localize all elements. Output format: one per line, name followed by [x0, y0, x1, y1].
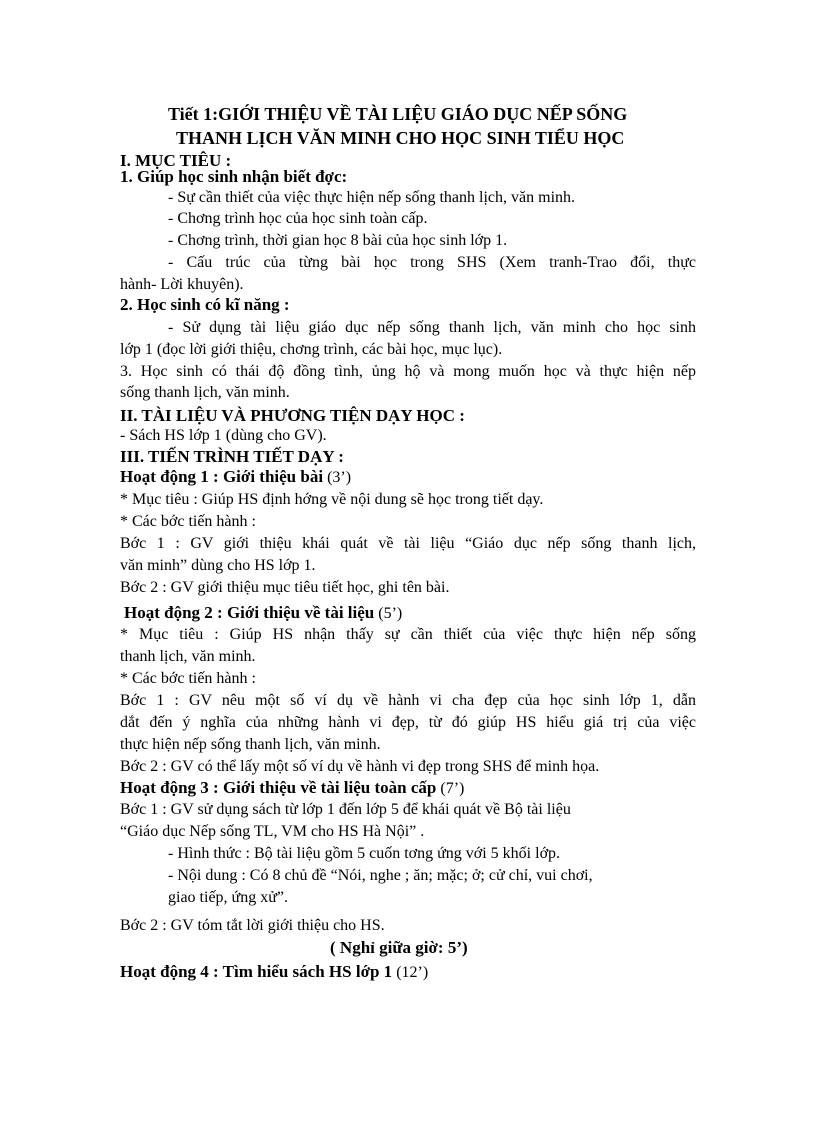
activity-line: giao tiếp, ứng xử”.: [168, 889, 288, 906]
activity-line: Bớc 1 : GV sử dụng sách từ lớp 1 đến lớp 5 để khái quát về Bộ tài liệu: [120, 801, 571, 818]
objective-line: hành- Lời khuyên).: [120, 276, 244, 293]
lesson-title-line-2: THANH LỊCH VĂN MINH CHO HỌC SINH TIỂU HỌC: [176, 128, 625, 148]
activity-1-label: Hoạt động 1 : Giới thiệu bài: [120, 467, 324, 486]
activity-line: Bớc 2 : GV tóm tắt lời giới thiệu cho HS.: [120, 917, 385, 934]
activity-line: - Nội dung : Có 8 chủ đề “Nói, nghe ; ăn; mặc; ở; cử chỉ, vui chơi,: [168, 867, 593, 884]
lesson-number: Tiết 1:: [168, 104, 219, 124]
activity-2-heading: [124, 602, 402, 624]
material-line: - Sách HS lớp 1 (dùng cho GV).: [120, 427, 327, 444]
lesson-title-text: GIỚI THIỆU VỀ TÀI LIỆU GIÁO DỤC NẾP SỐNG: [218, 104, 628, 124]
activity-3-label: Hoạt động 3 : Giới thiệu về tài liệu toàn cấp: [120, 778, 437, 797]
break-note: ( Nghỉ giữa giờ: 5’): [330, 938, 468, 957]
section-2-heading: II. TÀI LIỆU VÀ PHƯƠNG TIỆN DẠY HỌC :: [120, 406, 465, 425]
activity-line: dắt đến ý nghĩa của những hành vi đẹp, từ đó giúp HS hiểu giá trị của việc: [120, 714, 696, 731]
activity-line: Bớc 2 : GV có thể lấy một số ví dụ về hành vi đẹp trong SHS để minh họa.: [120, 758, 600, 775]
activity-line: * Mục tiêu : Giúp HS định hớng về nội dung sẽ học trong tiết dạy.: [120, 491, 544, 508]
lesson-title-line-1: [168, 104, 627, 125]
section-1-heading: I. MỤC TIÊU :: [120, 151, 232, 170]
skill-line: lớp 1 (đọc lời giới thiệu, chơng trình, các bài học, mục lục).: [120, 341, 503, 358]
activity-4-time: (12’): [392, 964, 429, 981]
activity-line: - Hình thức : Bộ tài liệu gồm 5 cuốn tơng ứng với 5 khối lớp.: [168, 845, 561, 862]
activity-line: * Các bớc tiến hành :: [120, 670, 256, 687]
objective-line: - Chơng trình học của học sinh toàn cấp.: [168, 210, 428, 227]
section-3-heading: III. TIẾN TRÌNH TIẾT DẠY :: [120, 447, 344, 466]
attitude-line: sống thanh lịch, văn minh.: [120, 384, 290, 401]
activity-line: “Giáo dục Nếp sống TL, VM cho HS Hà Nội” .: [120, 823, 425, 840]
skill-line: - Sử dụng tài liệu giáo dục nếp sống thanh lịch, văn minh cho học sinh: [168, 319, 696, 336]
objective-line: - Sự cần thiết của việc thực hiện nếp sống thanh lịch, văn minh.: [168, 189, 576, 206]
attitude-line: 3. Học sinh có thái độ đồng tình, ủng hộ và mong muốn học và thực hiện nếp: [120, 363, 696, 380]
activity-2-label: Hoạt động 2 : Giới thiệu về tài liệu: [124, 603, 375, 622]
activity-2-time: (5’): [374, 605, 403, 622]
objective-line: - Cấu trúc của từng bài học trong SHS (Xem tranh-Trao đổi, thực: [168, 254, 696, 271]
activity-line: Bớc 2 : GV giới thiệu mục tiêu tiết học, ghi tên bài.: [120, 579, 450, 596]
activity-4-heading: [120, 961, 428, 983]
activity-4-label: Hoạt động 4 : Tìm hiểu sách HS lớp 1: [120, 962, 393, 981]
activity-line: thanh lịch, văn minh.: [120, 648, 256, 665]
section-1-sub-2: 2. Học sinh có kĩ năng :: [120, 295, 290, 314]
activity-line: Bớc 1 : GV nêu một số ví dụ về hành vi cha đẹp của học sinh lớp 1, dẫn: [120, 692, 696, 709]
activity-3-heading: [120, 777, 464, 799]
objective-line: - Chơng trình, thời gian học 8 bài của học sinh lớp 1.: [168, 232, 508, 249]
activity-line: thực hiện nếp sống thanh lịch, văn minh.: [120, 736, 381, 753]
activity-3-time: (7’): [436, 780, 465, 797]
activity-line: * Các bớc tiến hành :: [120, 513, 256, 530]
activity-1-time: (3’): [323, 469, 352, 486]
section-1-sub-1: 1. Giúp học sinh nhận biết đợc:: [120, 167, 348, 186]
activity-line: Bớc 1 : GV giới thiệu khái quát về tài liệu “Giáo dục nếp sống thanh lịch,: [120, 535, 696, 552]
activity-line: văn minh” dùng cho HS lớp 1.: [120, 557, 316, 574]
activity-1-heading: [120, 466, 351, 488]
activity-line: * Mục tiêu : Giúp HS nhận thấy sự cần thiết của việc thực hiện nếp sống: [120, 626, 696, 643]
